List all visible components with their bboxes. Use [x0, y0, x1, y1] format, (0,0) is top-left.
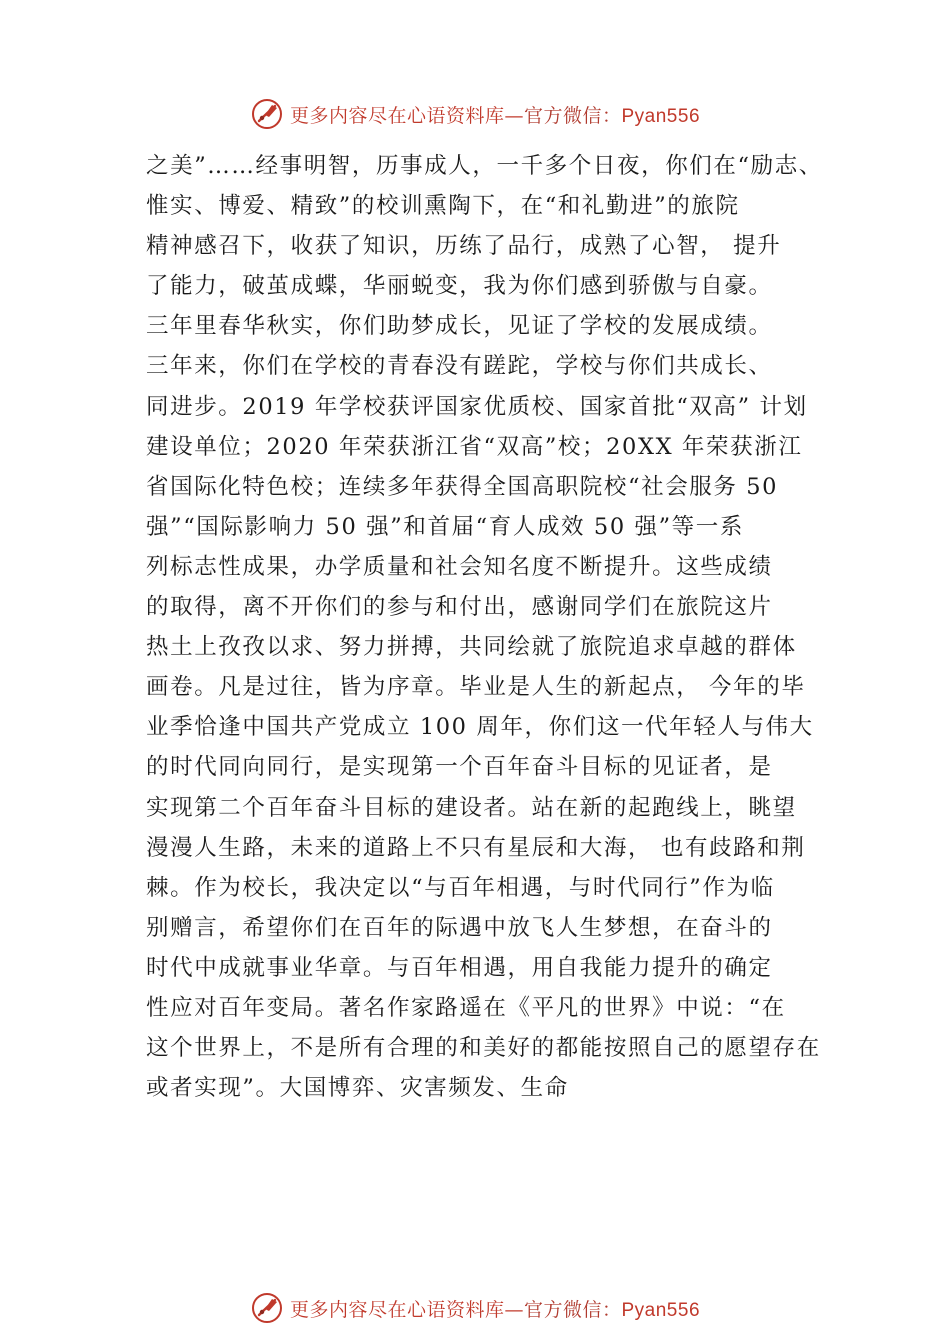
header-slogan: 更多内容尽在心语资料库	[289, 104, 505, 127]
body-line: 三年里春华秋实，你们助梦成长，见证了学校的发展成绩。	[146, 313, 773, 340]
body-line: 画卷。凡是过往，皆为序章。毕业是人生的新起点， 今年的毕	[146, 674, 806, 701]
footer-banner	[0, 1288, 950, 1328]
body-line: 的时代同向同行，是实现第一个百年奋斗目标的见证者，是	[146, 754, 773, 781]
body-line: 了能力，破茧成蝶，华丽蜕变，我为你们感到骄傲与自豪。	[146, 273, 773, 300]
body-line: 热土上孜孜以求、努力拼搏，共同绘就了旅院追求卓越的群体	[146, 634, 797, 661]
body-line: 时代中成就事业华章。与百年相遇，用自我能力提升的确定	[146, 954, 773, 981]
body-line: 的取得，离不开你们的参与和付出，感谢同学们在旅院这片	[146, 594, 773, 621]
footer-wechat-handle: Pyan556	[621, 1299, 701, 1321]
body-line: 业季恰逢中国共产党成立 100 周年，你们这一代年轻人与伟大	[146, 714, 814, 741]
body-line: 漫漫人生路，未来的道路上不只有星辰和大海， 也有歧路和荆	[146, 834, 806, 861]
footer-separator: —	[504, 1298, 524, 1321]
body-line: 列标志性成果，办学质量和社会知名度不断提升。这些成绩	[146, 553, 773, 580]
header-slogan-text	[290, 101, 700, 128]
body-line: 惟实、博爱、精致”的校训熏陶下，在“和礼勤进”的旅院	[146, 193, 740, 220]
footer-wechat-label: 官方微信：	[523, 1298, 622, 1321]
pen-logo-icon	[250, 1291, 284, 1325]
body-line: 之美”……经事明智，历事成人，一千多个日夜，你们在“励志、	[146, 153, 823, 179]
body-line: 三年来，你们在学校的青春没有蹉跎，学校与你们共成长、	[146, 353, 773, 380]
header-wechat-handle: Pyan556	[621, 105, 701, 127]
body-line: 强”“国际影响力 50 强”和首届“育人成效 50 强”等一系	[146, 513, 744, 540]
body-line: 棘。作为校长，我决定以“与百年相遇，与时代同行”作为临	[146, 874, 775, 901]
header-banner	[0, 94, 950, 134]
body-line: 同进步。2019 年学校获评国家优质校、国家首批“双高” 计划	[146, 393, 808, 420]
body-line: 或者实现”。大国博弈、灾害频发、生命	[146, 1075, 569, 1102]
header-separator: —	[504, 104, 524, 127]
body-line: 精神感召下，收获了知识，历练了品行，成熟了心智， 提升	[146, 233, 782, 260]
pen-logo-icon	[250, 97, 284, 131]
footer-slogan-text	[290, 1295, 700, 1322]
body-line: 建设单位；2020 年荣获浙江省“双高”校；20XX 年荣获浙江	[146, 433, 803, 460]
footer-slogan: 更多内容尽在心语资料库	[289, 1298, 505, 1321]
body-line: 性应对百年变局。著名作家路遥在《平凡的世界》中说：“在	[146, 994, 786, 1021]
document-body	[146, 146, 836, 1108]
body-line: 这个世界上，不是所有合理的和美好的都能按照自己的愿望存在	[146, 1035, 821, 1062]
body-line: 实现第二个百年奋斗目标的建设者。站在新的起跑线上，眺望	[146, 794, 797, 821]
body-line: 别赠言，希望你们在百年的际遇中放飞人生梦想，在奋斗的	[146, 914, 773, 941]
body-line: 省国际化特色校；连续多年获得全国高职院校“社会服务 50	[146, 473, 779, 500]
header-wechat-label: 官方微信：	[523, 104, 622, 127]
